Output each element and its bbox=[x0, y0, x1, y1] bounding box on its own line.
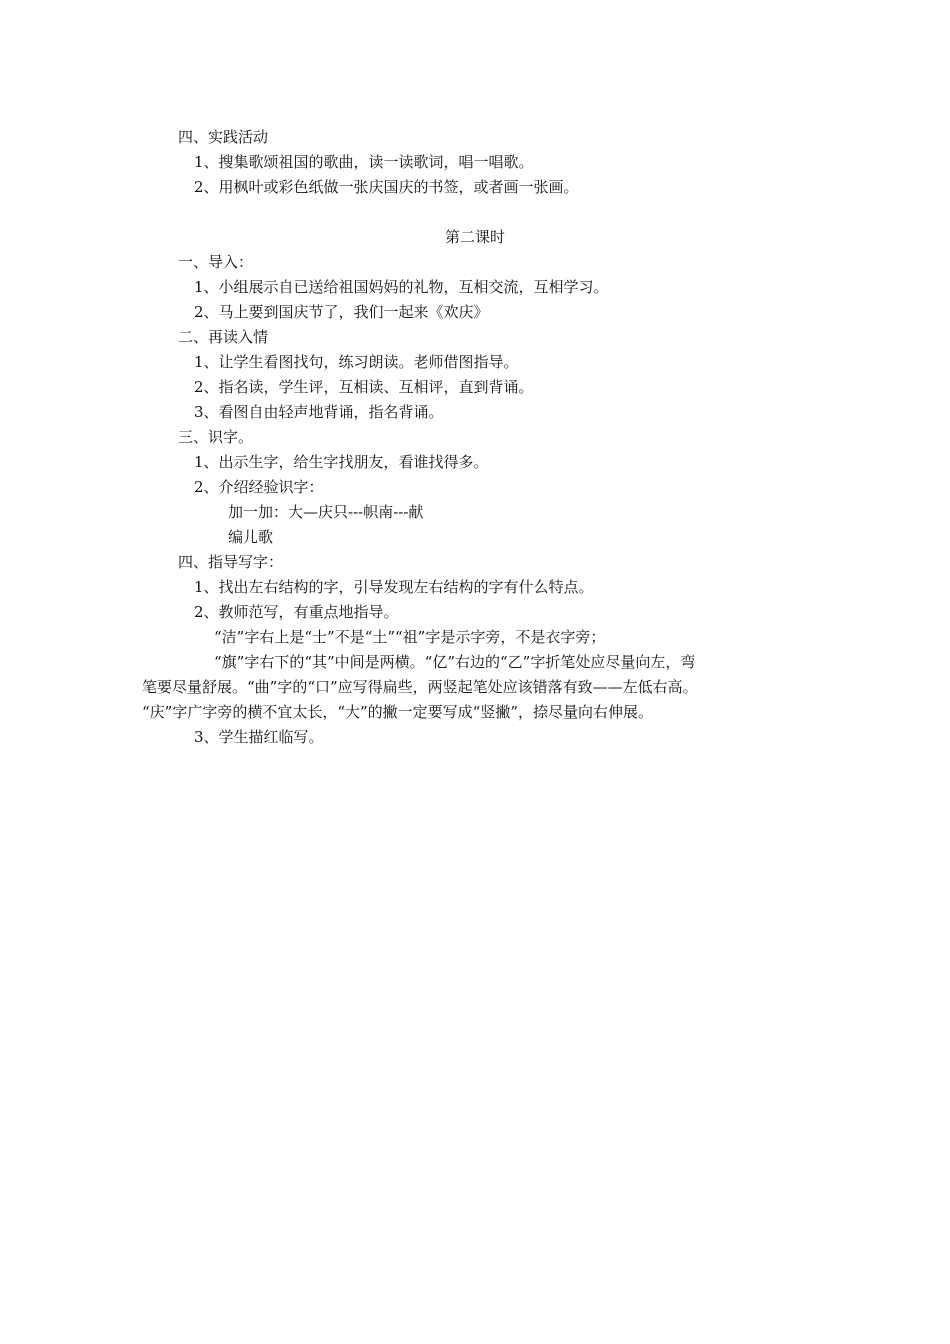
section-heading-reread: 二、再读入情 bbox=[178, 328, 269, 346]
list-item: 1、让学生看图找句，练习朗读。老师借图指导。 bbox=[194, 353, 519, 371]
note-line: “洁”字右上是“士”不是“土”“祖”字是示字旁，不是衣字旁； bbox=[214, 628, 606, 646]
list-item: 2、马上要到国庆节了，我们一起来《欢庆》 bbox=[194, 303, 489, 321]
note-line: 笔要尽量舒展。“曲”字的“口”应写得扁些，两竖起笔处应该错落有致——左低右高。 bbox=[142, 678, 698, 696]
sub-item: 编儿歌 bbox=[228, 528, 274, 546]
list-item: 3、学生描红临写。 bbox=[194, 728, 324, 746]
list-item: 1、找出左右结构的字，引导发现左右结构的字有什么特点。 bbox=[194, 578, 594, 596]
list-item: 2、指名读，学生评，互相读、互相评，直到背诵。 bbox=[194, 378, 534, 396]
section-heading-writing: 四、指导写字： bbox=[178, 553, 284, 571]
section-heading-practice: 四、实践活动 bbox=[178, 128, 269, 146]
section-heading-intro: 一、导入： bbox=[178, 253, 254, 271]
list-item: 3、看图自由轻声地背诵，指名背诵。 bbox=[194, 403, 444, 421]
sub-item: 加一加：大—庆只---帜南---献 bbox=[228, 503, 424, 521]
section-heading-literacy: 三、识字。 bbox=[178, 428, 254, 446]
note-line: “旗”字右下的“其”中间是两横。“亿”右边的“乙”字折笔处应尽量向左，弯 bbox=[214, 653, 696, 671]
list-item: 1、出示生字，给生字找朋友，看谁找得多。 bbox=[194, 453, 489, 471]
lesson-title: 第二课时 bbox=[444, 228, 505, 246]
list-item: 2、用枫叶或彩色纸做一张庆国庆的书签，或者画一张画。 bbox=[194, 178, 579, 196]
list-item: 2、介绍经验识字： bbox=[194, 478, 324, 496]
list-item: 1、小组展示自已送给祖国妈妈的礼物，互相交流，互相学习。 bbox=[194, 278, 609, 296]
note-line: “庆”字广字旁的横不宜太长，“大”的撇一定要写成“竖撇”，捺尽量向右伸展。 bbox=[142, 703, 654, 721]
list-item: 1、搜集歌颂祖国的歌曲，读一读歌词，唱一唱歌。 bbox=[194, 153, 534, 171]
list-item: 2、教师范写，有重点地指导。 bbox=[194, 603, 399, 621]
